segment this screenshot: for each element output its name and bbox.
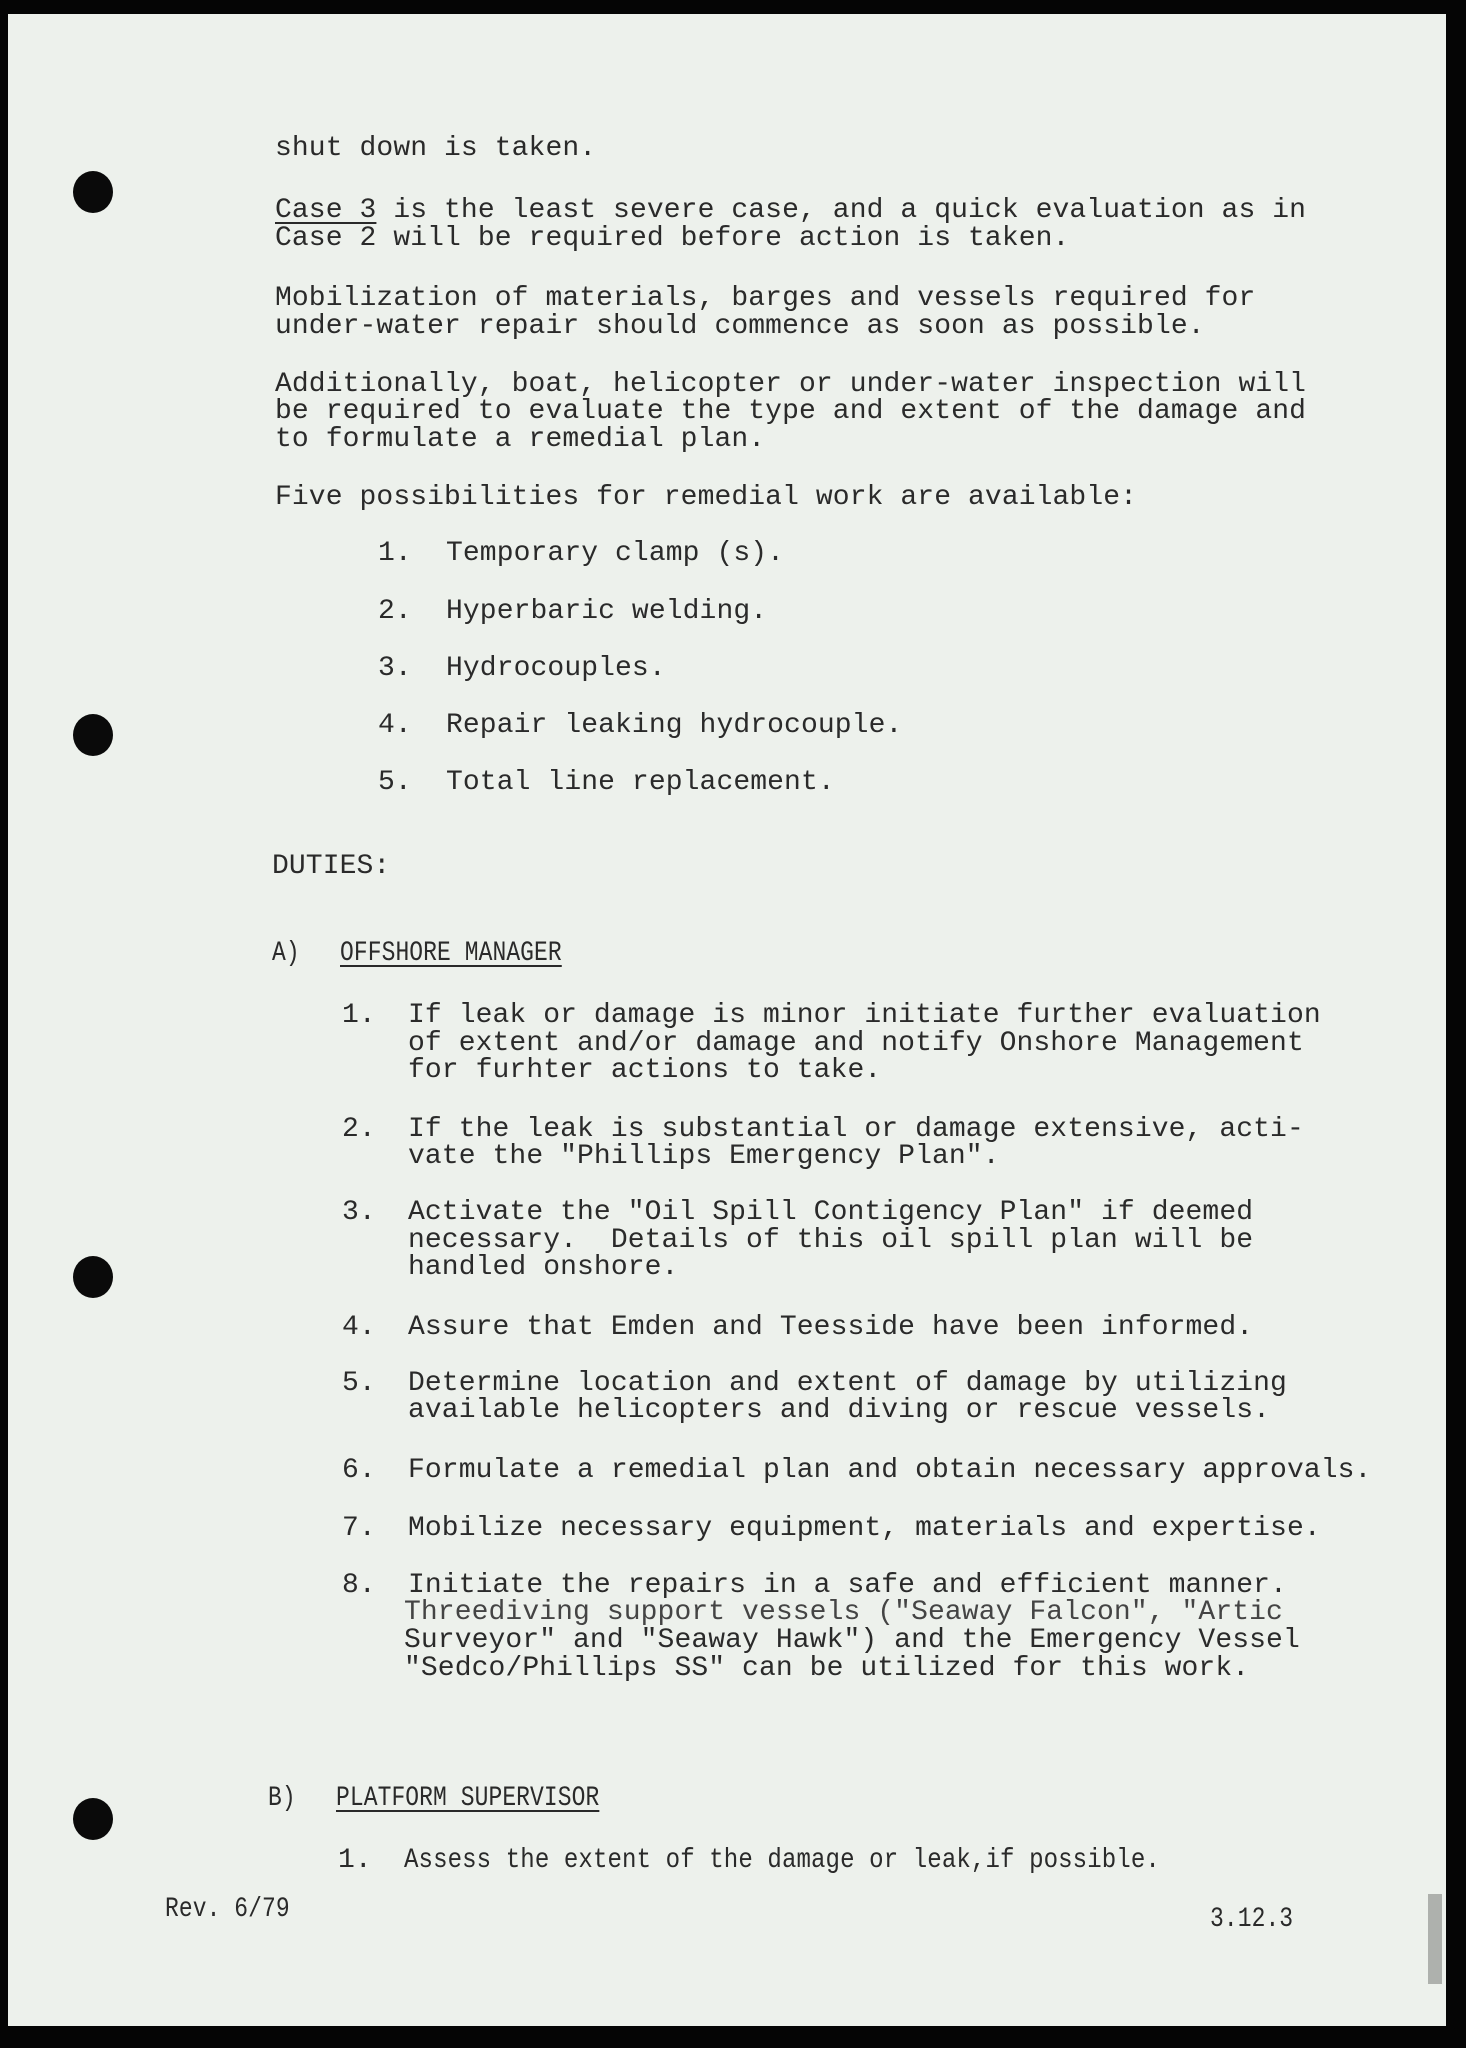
punch-hole xyxy=(73,171,113,213)
section-letter: A) xyxy=(272,938,300,969)
item-line: Surveyor" and "Seaway Hawk") and the Emergency Vessel xyxy=(404,1625,1300,1656)
duties-heading: DUTIES: xyxy=(272,851,391,882)
paragraph-case3 xyxy=(275,197,1306,225)
item-number: 6. xyxy=(342,1455,376,1486)
text-line: be required to evaluate the type and extent of the damage and xyxy=(275,396,1307,427)
revision-label: Rev. 6/79 xyxy=(165,1894,290,1925)
item-number: 5. xyxy=(342,1368,376,1399)
punch-hole xyxy=(73,1798,113,1840)
punch-hole xyxy=(73,1256,113,1298)
list-item: Temporary clamp (s). xyxy=(446,538,785,569)
section-letter: B) xyxy=(268,1783,296,1814)
scan-artifact xyxy=(1428,1894,1442,1984)
item-line: If leak or damage is minor initiate further evaluation xyxy=(408,1000,1321,1031)
list-number: 5. xyxy=(378,767,412,798)
text-line: to formulate a remedial plan. xyxy=(275,424,766,455)
item-line: necessary. Details of this oil spill plan will be xyxy=(408,1225,1254,1256)
section-title: PLATFORM SUPERVISOR xyxy=(336,1783,600,1814)
item-line: available helicopters and diving or rescue vessels. xyxy=(408,1395,1271,1426)
item-line: Assess the extent of the damage or leak,if possible. xyxy=(404,1845,1160,1876)
item-line: of extent and/or damage and notify Onshore Management xyxy=(408,1028,1304,1059)
section-title: OFFSHORE MANAGER xyxy=(340,938,562,969)
list-number: 1. xyxy=(378,538,412,569)
page-number: 3.12.3 xyxy=(1210,1904,1294,1935)
list-number: 3. xyxy=(378,653,412,684)
item-line: If the leak is substantial or damage extensive, acti- xyxy=(408,1114,1304,1145)
item-line: vate the "Phillips Emergency Plan". xyxy=(408,1141,1000,1172)
item-line: handled onshore. xyxy=(408,1252,679,1283)
item-line: Mobilize necessary equipment, materials and expertise. xyxy=(408,1513,1321,1544)
item-number: 1. xyxy=(342,1000,376,1031)
item-number: 3. xyxy=(342,1197,376,1228)
list-item: Hydrocouples. xyxy=(446,653,666,684)
list-number: 2. xyxy=(378,596,412,627)
text-line: Five possibilities for remedial work are available: xyxy=(275,482,1138,513)
item-line: Assure that Emden and Teesside have been informed. xyxy=(408,1312,1254,1343)
text-line: Additionally, boat, helicopter or under-water inspection will xyxy=(275,369,1307,400)
text-line: Mobilization of materials, barges and vessels required for xyxy=(275,283,1256,314)
item-number: 4. xyxy=(342,1312,376,1343)
list-number: 4. xyxy=(378,710,412,741)
item-line: Determine location and extent of damage by utilizing xyxy=(408,1368,1287,1399)
item-number: 1. xyxy=(338,1845,372,1876)
item-number: 7. xyxy=(342,1513,376,1544)
text-line: under-water repair should commence as soon as possible. xyxy=(275,311,1205,342)
text-line: shut down is taken. xyxy=(275,133,597,164)
list-item: Repair leaking hydrocouple. xyxy=(446,710,903,741)
text-line: is the least severe case, and a quick evaluation as in xyxy=(376,195,1307,226)
list-item: Total line replacement. xyxy=(446,767,835,798)
item-line: Initiate the repairs in a safe and efficient manner. xyxy=(408,1570,1287,1601)
text-line: Case 2 will be required before action is taken. xyxy=(275,223,1070,254)
item-line: "Sedco/Phillips SS" can be utilized for this work. xyxy=(404,1653,1250,1684)
list-item: Hyperbaric welding. xyxy=(446,596,768,627)
item-line: Activate the "Oil Spill Contigency Plan" if deemed xyxy=(408,1197,1254,1228)
punch-hole xyxy=(73,714,113,756)
case3-label: Case 3 xyxy=(275,195,377,226)
item-line: Threediving support vessels ("Seaway Falcon", "Artic xyxy=(404,1597,1283,1628)
item-number: 8. xyxy=(342,1570,376,1601)
item-line: Formulate a remedial plan and obtain necessary approvals. xyxy=(408,1455,1372,1486)
item-line: for furhter actions to take. xyxy=(408,1055,882,1086)
item-number: 2. xyxy=(342,1114,376,1145)
